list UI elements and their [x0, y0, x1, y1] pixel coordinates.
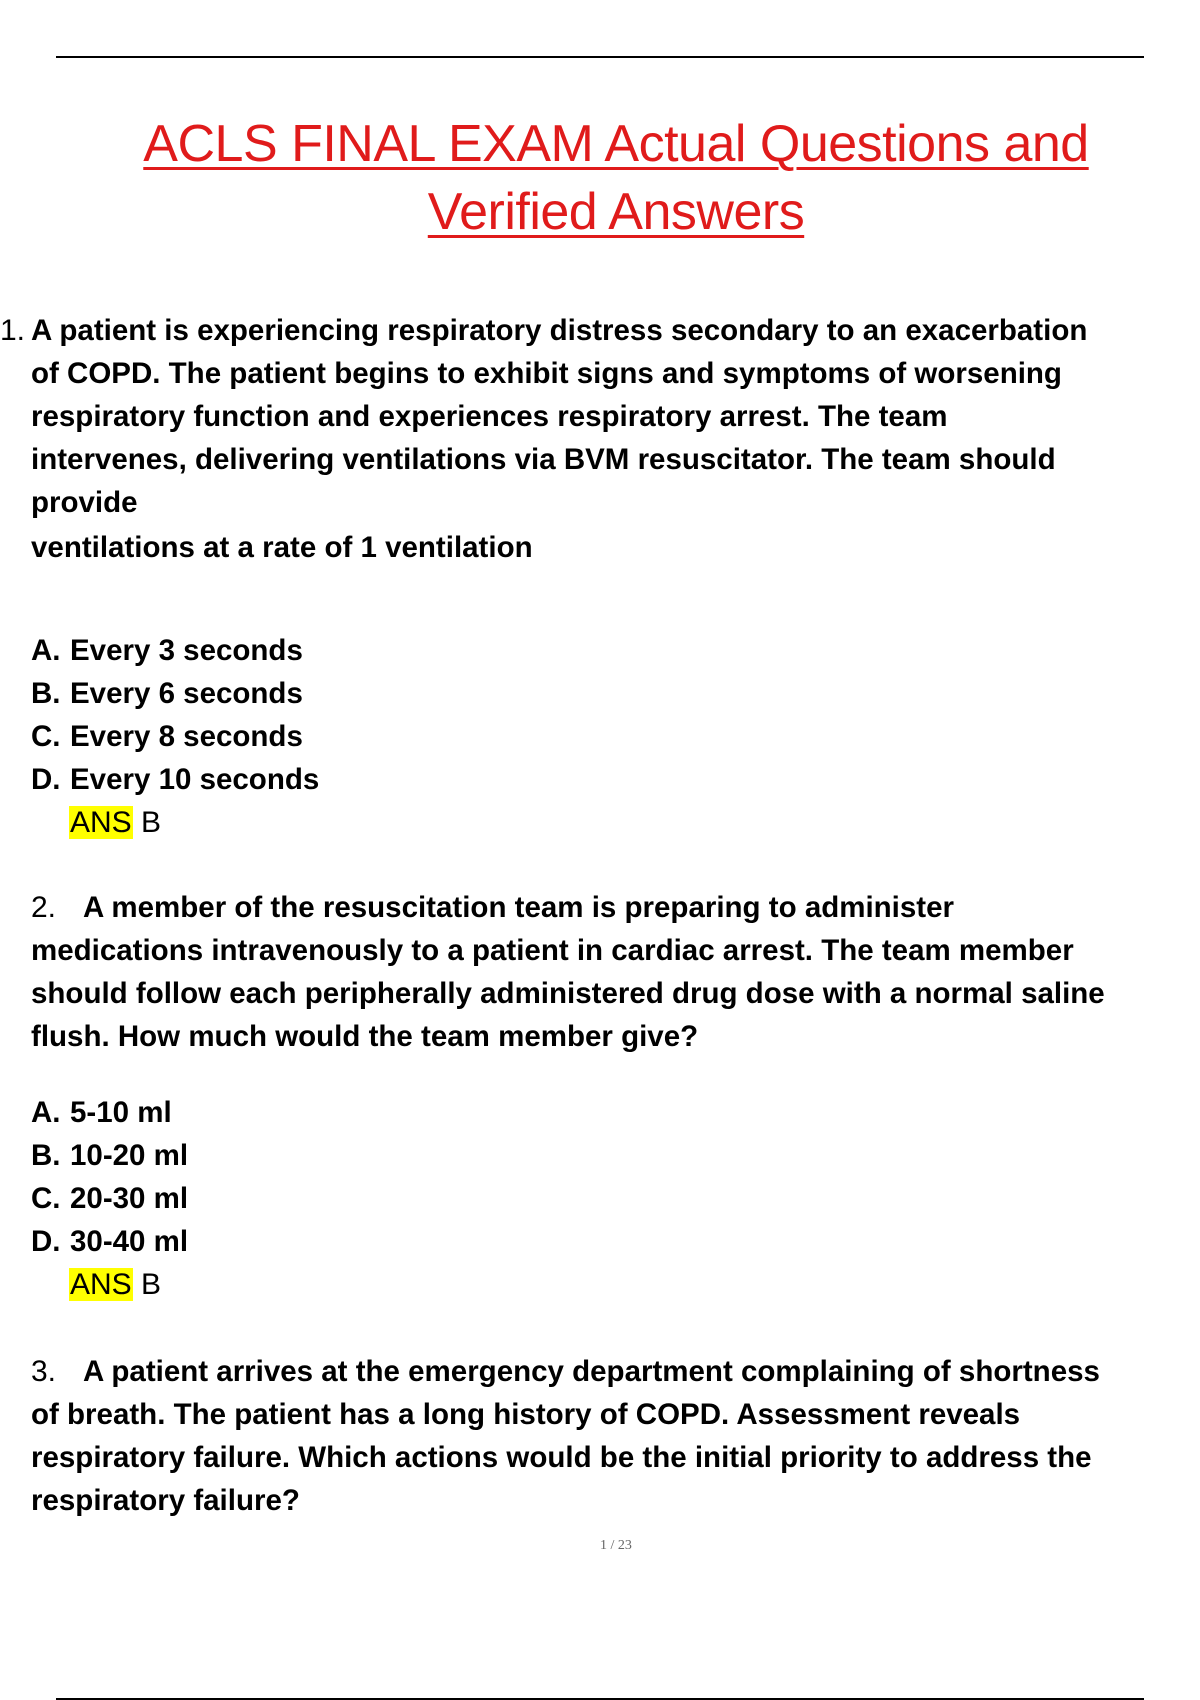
option-letter: A. [31, 1096, 61, 1129]
option-a [31, 1091, 1200, 1134]
stem-line: A patient is experiencing respiratory distress secondary to an exacerbation [31, 314, 1088, 347]
option-text: 10-20 ml [70, 1139, 189, 1172]
stem-line: provide [31, 486, 138, 519]
stem-line: A member of the resuscitation team is preparing to administer [83, 891, 954, 924]
page-number: 1 / 23 [600, 1538, 632, 1553]
answer-value: B [141, 1268, 162, 1301]
stem-line: of breath. The patient has a long history of COPD. Assessment reveals [31, 1398, 1021, 1431]
stem-line: of COPD. The patient begins to exhibit signs and symptoms of worsening [31, 357, 1062, 390]
stem-line: respiratory failure? [31, 1484, 300, 1517]
question-1 [0, 309, 1200, 844]
top-divider [56, 56, 1144, 58]
option-letter: D. [31, 1225, 61, 1258]
stem-line: intervenes, delivering ventilations via BVM resuscitator. The team should [31, 443, 1056, 476]
title-line-2: Verified Answers [427, 183, 805, 241]
option-c [31, 1177, 1200, 1220]
option-d [31, 758, 1200, 801]
option-b [31, 672, 1200, 715]
title-line-1: ACLS FINAL EXAM Actual Questions and [143, 115, 1089, 173]
question-3-number: 3. [31, 1355, 57, 1388]
question-2-number: 2. [31, 891, 57, 924]
answer-label: ANS [70, 1268, 132, 1301]
stem-line: ventilations at a rate of 1 ventilation [31, 531, 533, 564]
option-a [31, 629, 1200, 672]
option-text: Every 3 seconds [70, 634, 303, 667]
option-text: Every 8 seconds [70, 720, 303, 753]
question-2 [0, 886, 1200, 1306]
option-letter: A. [31, 634, 61, 667]
question-2-answer [69, 1263, 1200, 1306]
answer-value: B [141, 806, 162, 839]
stem-line: A patient arrives at the emergency department complaining of shortness [83, 1355, 1100, 1388]
stem-line: should follow each peripherally administered drug dose with a normal saline [31, 977, 1105, 1010]
option-b [31, 1134, 1200, 1177]
question-2-options [31, 1091, 1200, 1263]
option-d [31, 1220, 1200, 1263]
option-text: 30-40 ml [70, 1225, 189, 1258]
option-text: Every 10 seconds [70, 763, 320, 796]
question-3-stem [31, 1350, 1200, 1522]
stem-line: flush. How much would the team member give? [31, 1020, 699, 1053]
option-letter: B. [31, 1139, 61, 1172]
question-1-number: 1. [0, 314, 26, 347]
option-letter: B. [31, 677, 61, 710]
question-1-answer [69, 801, 1200, 844]
option-letter: C. [31, 720, 61, 753]
document-title [56, 110, 1176, 246]
stem-line: respiratory failure. Which actions would be the initial priority to address the [31, 1441, 1092, 1474]
option-letter: C. [31, 1182, 61, 1215]
option-c [31, 715, 1200, 758]
question-2-stem [31, 886, 1200, 1058]
option-text: 5-10 ml [70, 1096, 172, 1129]
stem-line: respiratory function and experiences respiratory arrest. The team [31, 400, 948, 433]
question-3 [0, 1350, 1200, 1522]
option-text: Every 6 seconds [70, 677, 303, 710]
option-letter: D. [31, 763, 61, 796]
stem-line: medications intravenously to a patient in cardiac arrest. The team member [31, 934, 1074, 967]
answer-label: ANS [70, 806, 132, 839]
option-text: 20-30 ml [70, 1182, 189, 1215]
question-1-stem [0, 309, 1200, 569]
question-1-options [31, 629, 1200, 801]
